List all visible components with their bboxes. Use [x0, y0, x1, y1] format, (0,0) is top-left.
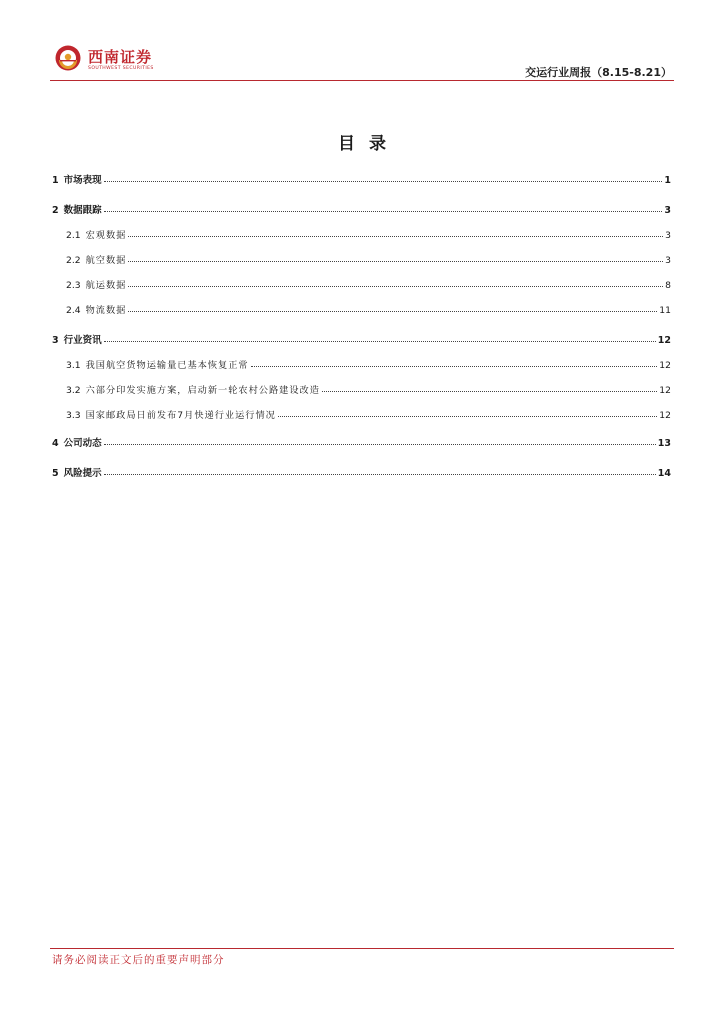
toc-entry[interactable]	[52, 433, 671, 449]
toc-dot-leader	[128, 261, 663, 262]
toc-dot-leader	[128, 236, 663, 237]
toc-entry-page: 1	[664, 175, 671, 186]
brand-name-en: SOUTHWEST SECURITIES	[88, 66, 154, 71]
toc-dot-leader	[322, 391, 657, 392]
toc-entry-label: 市场表现	[63, 175, 102, 186]
toc-entry-label: 风险提示	[63, 468, 102, 479]
toc-entry[interactable]	[66, 225, 671, 241]
footer-divider	[50, 948, 674, 949]
toc-entry-page: 12	[659, 410, 671, 421]
toc-entry-page: 3	[665, 230, 671, 241]
toc-entry-page: 8	[665, 280, 671, 291]
toc-entry-label: 航运数据	[85, 280, 127, 291]
toc-entry[interactable]	[66, 250, 671, 266]
report-title: 交运行业周报（8.15-8.21）	[525, 66, 672, 79]
toc-dot-leader	[104, 181, 663, 182]
toc-entry[interactable]	[66, 405, 671, 421]
toc-entry-label: 物流数据	[85, 305, 127, 316]
toc-dot-leader	[104, 474, 656, 475]
toc-entry-label: 公司动态	[63, 438, 102, 449]
toc-entry-page: 14	[657, 468, 671, 479]
toc-entry-number: 2.1	[66, 230, 81, 241]
toc-entry-page: 11	[659, 305, 671, 316]
toc-dot-leader	[128, 311, 657, 312]
toc-entry-number: 3	[52, 335, 59, 346]
toc-entry[interactable]	[66, 300, 671, 316]
toc-entry-number: 3.1	[66, 360, 81, 371]
toc-entry[interactable]	[66, 275, 671, 291]
toc-entry-page: 12	[657, 335, 671, 346]
toc-dot-leader	[278, 416, 657, 417]
toc-entry-number: 2.4	[66, 305, 81, 316]
toc-entry-number: 4	[52, 438, 59, 449]
toc-entry-number: 2.3	[66, 280, 81, 291]
toc-entry[interactable]	[66, 380, 671, 396]
toc-dot-leader	[128, 286, 663, 287]
toc-dot-leader	[104, 211, 663, 212]
toc-entry-page: 3	[665, 255, 671, 266]
toc-entry-label: 数据跟踪	[63, 205, 102, 216]
toc-entry-number: 2.2	[66, 255, 81, 266]
header-divider	[50, 80, 674, 81]
toc-entry-label: 宏观数据	[85, 230, 127, 241]
toc-entry-page: 12	[659, 385, 671, 396]
toc-entry-label: 我国航空货物运输量已基本恢复正常	[85, 360, 249, 371]
toc-entry-number: 2	[52, 205, 59, 216]
toc-entry-number: 3.3	[66, 410, 81, 421]
toc-entry-label: 行业资讯	[63, 335, 102, 346]
toc-entry-number: 5	[52, 468, 59, 479]
toc-entry-number: 3.2	[66, 385, 81, 396]
toc-entry-label: 航空数据	[85, 255, 127, 266]
toc-entry[interactable]	[66, 355, 671, 371]
toc-entry[interactable]	[52, 330, 671, 346]
company-logo-icon	[55, 45, 81, 71]
toc-entry-number: 1	[52, 175, 59, 186]
toc-entry-label: 国家邮政局日前发布7月快递行业运行情况	[85, 410, 276, 421]
toc-entry[interactable]	[52, 463, 671, 479]
toc-entry-page: 12	[659, 360, 671, 371]
toc-dot-leader	[104, 341, 656, 342]
toc-entry-page: 3	[664, 205, 671, 216]
brand-name-cn: 西南证券	[88, 48, 153, 66]
toc-entry[interactable]	[52, 170, 671, 186]
toc-entry[interactable]	[52, 200, 671, 216]
toc-dot-leader	[251, 366, 658, 367]
toc-dot-leader	[104, 444, 656, 445]
toc-title: 目录	[338, 134, 400, 154]
toc-entry-label: 六部分印发实施方案，启动新一轮农村公路建设改造	[85, 385, 320, 396]
footer-disclaimer: 请务必阅读正文后的重要声明部分	[52, 954, 225, 966]
toc-entry-page: 13	[657, 438, 671, 449]
page-header	[0, 0, 724, 82]
